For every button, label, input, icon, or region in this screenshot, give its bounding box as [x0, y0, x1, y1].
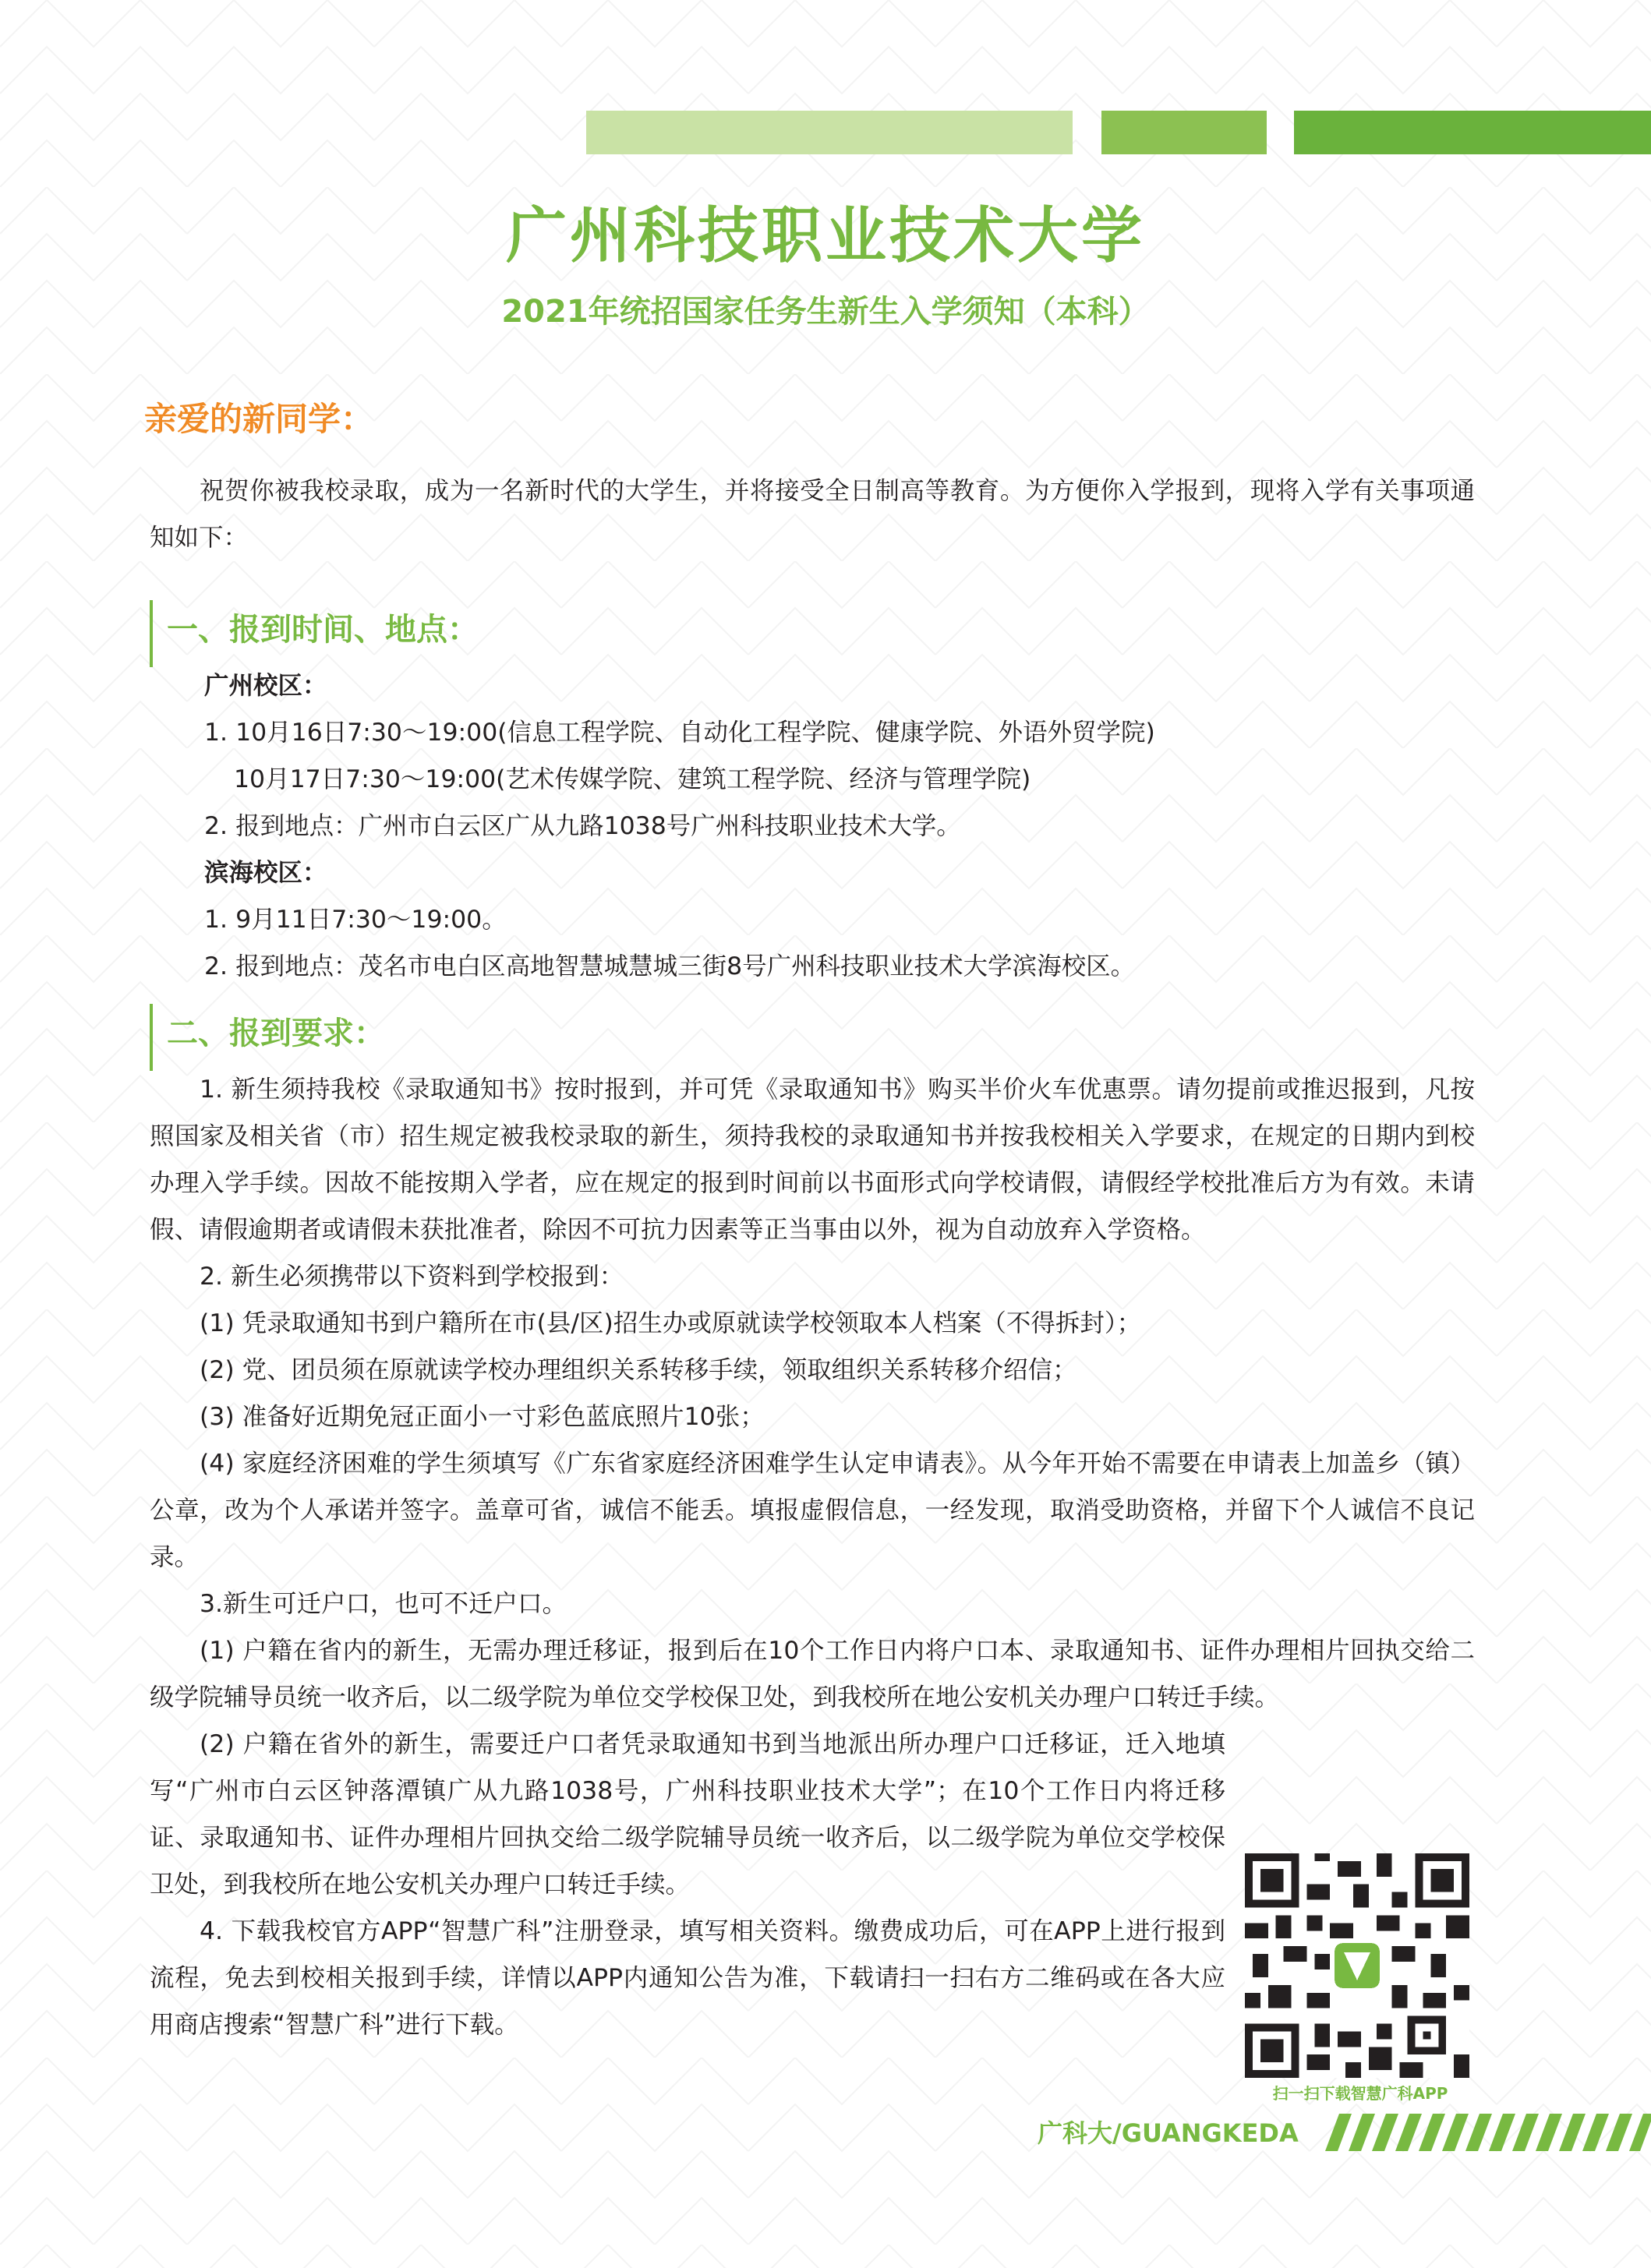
header-bar-medium — [1101, 111, 1267, 154]
requirement-paragraph: (4) 家庭经济困难的学生须填写《广东省家庭经济困难学生认定申请表》。从今年开始不需要在申请表上加盖乡（镇）公章，改为个人承诺并签字。盖章可省，诚信不能丢。填报虚假信息，一经发现，取消受助资格，并留下个人诚信不良记录。 — [150, 1450, 1475, 1571]
schedule-line: 1. 10月16日7:30～19:00(信息工程学院、自动化工程学院、健康学院、外语外贸学院) — [204, 719, 1155, 747]
section-marker — [150, 1004, 153, 1071]
requirement-paragraph: (2) 党、团员须在原就读学校办理组织关系转移手续，领取组织关系转移介绍信； — [200, 1356, 1077, 1384]
greeting: 亲爱的新同学： — [144, 400, 374, 438]
notice-body — [150, 468, 1475, 2048]
footer-stripes — [1325, 2114, 1651, 2151]
requirement-paragraph: (2) 户籍在省外的新生，需要迁户口者凭录取通知书到当地派出所办理户口迁移证，迁入地填写“广州市白云区钟落潭镇广从九路1038号，广州科技职业技术大学”；在10个工作日内将迁移证、录取通知书、证件办理相片回执交给二级学院辅导员统一收齐后，以二级学院为单位交学校保卫处，到我校所在地公安机关办理户口转迁手续。 — [150, 1730, 1225, 1899]
schedule-line: 10月17日7:30～19:00(艺术传媒学院、建筑工程学院、经济与管理学院) — [234, 765, 1031, 793]
intro-paragraph: 祝贺你被我校录取，成为一名新时代的大学生，并将接受全日制高等教育。为方便你入学报到，现将入学有关事项通知如下： — [150, 477, 1475, 552]
header-bar-dark — [1294, 111, 1651, 154]
qr-code-icon[interactable] — [1245, 1853, 1469, 2078]
qr-caption: 扫一扫下载智慧广科APP — [1272, 2084, 1448, 2103]
footer-brand: 广科大/GUANGKEDA — [1038, 2118, 1299, 2148]
section-2-title: 二、报到要求： — [167, 1016, 385, 1051]
campus-label: 滨海校区： — [204, 859, 327, 887]
location-line: 2. 报到地点：茂名市电白区高地智慧城慧城三街8号广州科技职业技术大学滨海校区。 — [204, 952, 1136, 980]
requirement-paragraph: (3) 准备好近期免冠正面小一寸彩色蓝底照片10张； — [200, 1403, 765, 1431]
requirement-paragraph: 2. 新生必须携带以下资料到学校报到： — [200, 1263, 624, 1291]
section-marker — [150, 600, 153, 667]
schedule-line: 1. 9月11日7:30～19:00。 — [204, 906, 507, 934]
page-title: 广州科技职业技术大学 — [505, 201, 1145, 271]
requirement-paragraph: (1) 户籍在省内的新生，无需办理迁移证，报到后在10个工作日内将户口本、录取通知书、证件办理相片回执交给二级学院辅导员统一收齐后，以二级学院为单位交学校保卫处，到我校所在地公安机关办理户口转迁手续。 — [150, 1637, 1475, 1712]
requirement-paragraph: 1. 新生须持我校《录取通知书》按时报到，并可凭《录取通知书》购买半价火车优惠票。请勿提前或推迟报到，凡按照国家及相关省（市）招生规定被我校录取的新生，须持我校的录取通知书并按我校相关入学要求，在规定的日期内到校办理入学手续。因故不能按期入学者，应在规定的报到时间前以书面形式向学校请假，请假经学校批准后方为有效。未请假、请假逾期者或请假未获批准者，除因不可抗力因素等正当事由以外，视为自动放弃入学资格。 — [150, 1076, 1475, 1244]
requirement-paragraph: 3.新生可迁户口，也可不迁户口。 — [200, 1590, 567, 1618]
page-subtitle: 2021年统招国家任务生新生入学须知（本科） — [501, 294, 1150, 330]
requirement-paragraph: 4. 下载我校官方APP“智慧广科”注册登录，填写相关资料。缴费成功后，可在APP上进行报到流程，免去到校相关报到手续，详情以APP内通知公告为准，下载请扫一扫右方二维码或在各大应用商店搜索“智慧广科”进行下载。 — [150, 1917, 1225, 2039]
section-heading-2 — [150, 1010, 1475, 1057]
header-bar-light — [586, 111, 1073, 154]
campus-label: 广州校区： — [204, 672, 327, 700]
location-line: 2. 报到地点：广州市白云区广从九路1038号广州科技职业技术大学。 — [204, 812, 961, 840]
requirement-paragraph: (1) 凭录取通知书到户籍所在市(县/区)招生办或原就读学校领取本人档案（不得拆封）； — [200, 1309, 1142, 1337]
section-heading-1 — [150, 606, 1475, 653]
section-1-title: 一、报到时间、地点： — [167, 612, 479, 648]
